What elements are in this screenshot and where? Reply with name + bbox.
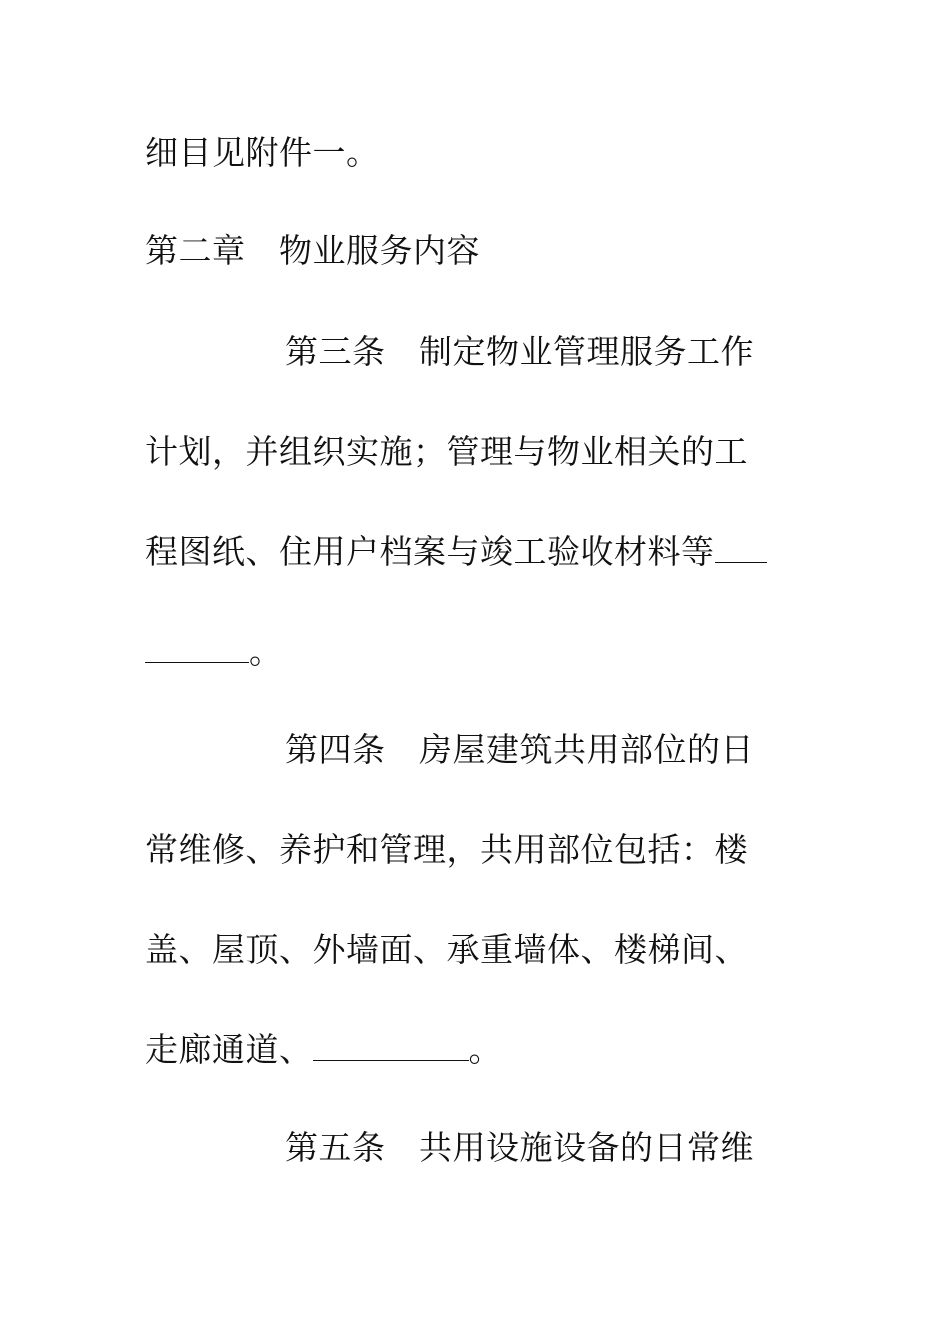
article-4-heading: [285, 730, 754, 770]
line-text: 第四条 房屋建筑共用部位的日: [285, 730, 754, 769]
line-text: 常维修、养护和管理，共用部位包括：楼: [145, 830, 748, 869]
text-line: [145, 830, 748, 870]
line-text: 第五条 共用设施设备的日常维: [285, 1128, 754, 1167]
text-line: [145, 532, 767, 572]
line-text: 计划，并组织实施；管理与物业相关的工: [145, 432, 748, 471]
text-line: [145, 133, 380, 173]
line-text: 程图纸、住用户档案与竣工验收材料等: [145, 532, 715, 571]
line-text: 细目见附件一。: [145, 133, 380, 172]
line-text: 。: [249, 632, 283, 671]
fill-in-blank: [715, 536, 767, 563]
line-text: 走廊通道、: [145, 1030, 313, 1069]
article-5-heading: [285, 1128, 754, 1168]
line-text: 第三条 制定物业管理服务工作: [285, 332, 754, 371]
text-line: [145, 930, 748, 970]
line-text: 。: [468, 1030, 502, 1069]
chapter-title: 第二章 物业服务内容: [145, 231, 480, 270]
text-line: [145, 1030, 502, 1070]
fill-in-blank: [313, 1034, 469, 1061]
chapter-heading: [145, 231, 480, 271]
text-line: [145, 432, 748, 472]
text-line: [145, 632, 283, 672]
line-text: 盖、屋顶、外墙面、承重墙体、楼梯间、: [145, 930, 748, 969]
fill-in-blank: [145, 636, 249, 663]
article-3-heading: [285, 332, 754, 372]
